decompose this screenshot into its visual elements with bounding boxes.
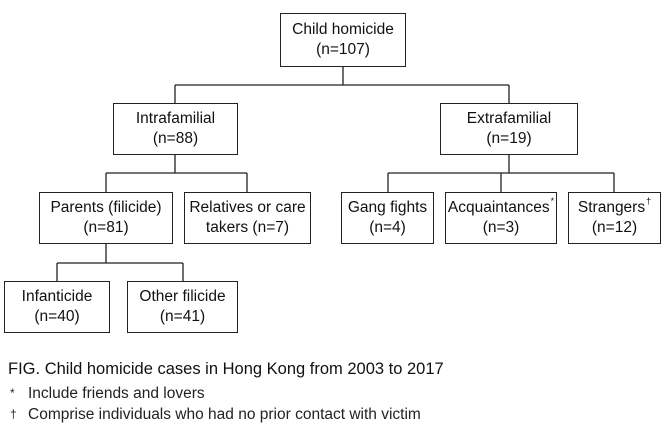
node-strangers xyxy=(568,192,661,244)
node-parents-filicide xyxy=(39,192,173,244)
node-count: (n=40) xyxy=(34,308,80,325)
node-label: Gang fights xyxy=(347,199,428,216)
node-count: (n=81) xyxy=(83,219,129,236)
node-relatives-care-takers xyxy=(184,192,311,244)
node-count: (n=88) xyxy=(152,130,199,147)
footnote-text: Include friends and lovers xyxy=(28,385,205,402)
node-count: (n=12) xyxy=(591,219,638,236)
footnote-text: Comprise individuals who had no prior contact with victim xyxy=(28,406,421,423)
node-count: (n=107) xyxy=(316,41,370,58)
node-label: Child homicide xyxy=(292,21,394,38)
footnote-2 xyxy=(10,406,421,424)
node-label: Extrafamilial xyxy=(466,110,552,127)
node-label: Acquaintances xyxy=(447,199,550,216)
node-label: Parents (filicide) xyxy=(50,199,162,216)
node-label: Other filicide xyxy=(139,288,226,305)
node-other-filicide xyxy=(127,281,238,333)
node-intrafamilial xyxy=(113,103,238,155)
node-count: (n=41) xyxy=(159,308,206,325)
node-extrafamilial xyxy=(440,103,578,155)
figure-label: FIG. xyxy=(8,360,41,378)
node-count: takers (n=7) xyxy=(205,219,290,236)
footnote-mark: * xyxy=(10,386,15,400)
footnote-mark-dagger: † xyxy=(646,195,652,206)
footnote-1 xyxy=(10,385,205,403)
node-label: Strangers xyxy=(577,199,646,216)
footnote-mark-asterisk: * xyxy=(550,195,555,206)
node-child-homicide xyxy=(280,13,406,67)
node-acquaintances xyxy=(445,192,557,244)
node-count: (n=3) xyxy=(482,219,520,236)
caption-text: Child homicide cases in Hong Kong from 2003 to 2017 xyxy=(44,360,444,378)
footnote-mark: † xyxy=(10,407,17,421)
node-label: Relatives or care xyxy=(189,199,306,216)
node-infanticide xyxy=(4,281,110,333)
node-count: (n=4) xyxy=(369,219,406,236)
node-label: Infanticide xyxy=(21,288,93,305)
node-count: (n=19) xyxy=(486,130,532,147)
node-gang-fights xyxy=(341,192,434,244)
figure-caption xyxy=(8,360,444,379)
node-label: Intrafamilial xyxy=(135,110,216,127)
